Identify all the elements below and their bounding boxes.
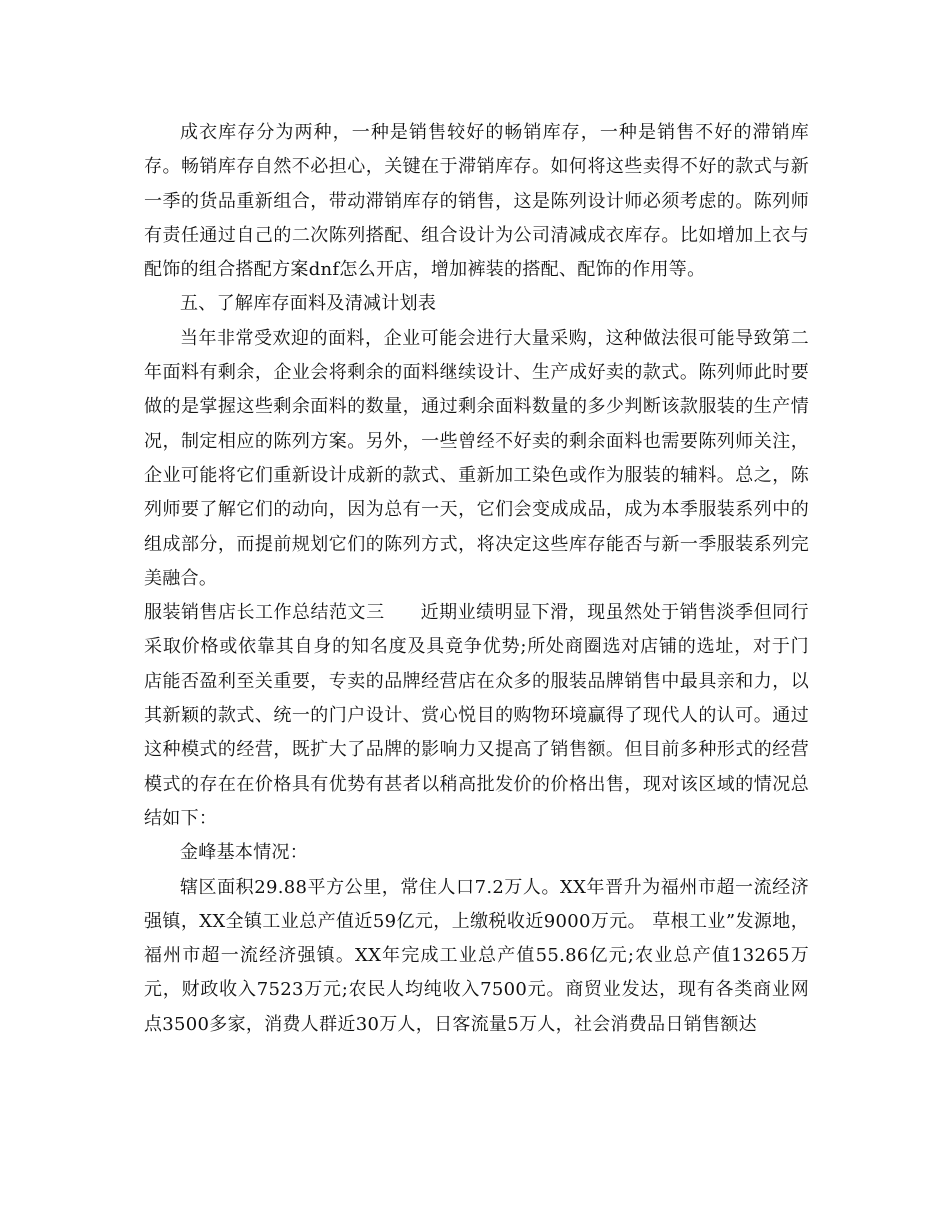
paragraph-fabric-surplus: 当年非常受欢迎的面料，企业可能会进行大量采购，这种做法很可能导致第二年面料有剩余，企业会将剩余的面料继续设计、生产成好卖的款式。陈列师此时要做的是掌握这些剩余面料的数量，通过剩余面料数量的多少判断该款服装的生产情况，制定相应的陈列方案。另外，一些曾经不好卖的剩余面料也需要陈列师关注，企业可能将它们重新设计成新的款式、重新加工染色或作为服装的辅料。总之，陈列师要了解它们的动向，因为总有一天，它们会变成成品，成为本季服装系列中的组成部分，而提前规划它们的陈列方式，将决定这些库存能否与新一季服装系列完美融合。 bbox=[144, 327, 809, 589]
section-title-summary-three: 服装销售店长工作总结范文三 bbox=[144, 602, 385, 624]
document-body bbox=[144, 116, 809, 1042]
paragraph-summary-three bbox=[144, 596, 809, 836]
section-heading-fabric-inventory: 五、了解库存面料及清减计划表 bbox=[180, 293, 437, 315]
paragraph-inventory-types: 成衣库存分为两种，一种是销售较好的畅销库存，一种是销售不好的滞销库存。畅销库存自然不必担心，关键在于滞销库存。如何将这些卖得不好的款式与新一季的货品重新组合，带动滞销库存的销售，这是陈列设计师必须考虑的。陈列师有责任通过自己的二次陈列搭配、组合设计为公司清减成衣库存。比如增加上衣与配饰的组合搭配方案dnf怎么开店，增加裤装的搭配、配饰的作用等。 bbox=[144, 122, 809, 281]
paragraph-sales-decline: 近期业绩明显下滑，现虽然处于销售淡季但同行采取价格或依靠其自身的知名度及具竟争优势;所处商圈选对店铺的选址，对于门店能否盈利至关重要，专卖的品牌经营店在众多的服装品牌销售中最具亲和力，以其新颖的款式、统一的门户设计、赏心悦目的购物环境赢得了现代人的认可。通过这种模式的经营，既扩大了品牌的影响力又提高了销售额。但目前多种形式的经营模式的存在在价格具有优势有甚者以稍高批发价的价格出售，现对该区域的情况总结如下： bbox=[144, 602, 809, 829]
paragraph-jinfeng-stats: 辖区面积29.88平方公里，常住人口7.2万人。XX年晋升为福州市超一流经济强镇，XX全镇工业总产值近59亿元，上缴税收近9000万元。 草根工业”发源地，福州市超一流经济强镇。XX年完成工业总产值55.86亿元;农业总产值13265万元，财政收入7523万元;农民人均纯收入7500元。商贸业发达，现有各类商业网点3500多家，消费人群近30万人，日客流量5万人，社会消费品日销售额达 bbox=[144, 876, 809, 1035]
section-heading-jinfeng: 金峰基本情况： bbox=[180, 842, 309, 864]
